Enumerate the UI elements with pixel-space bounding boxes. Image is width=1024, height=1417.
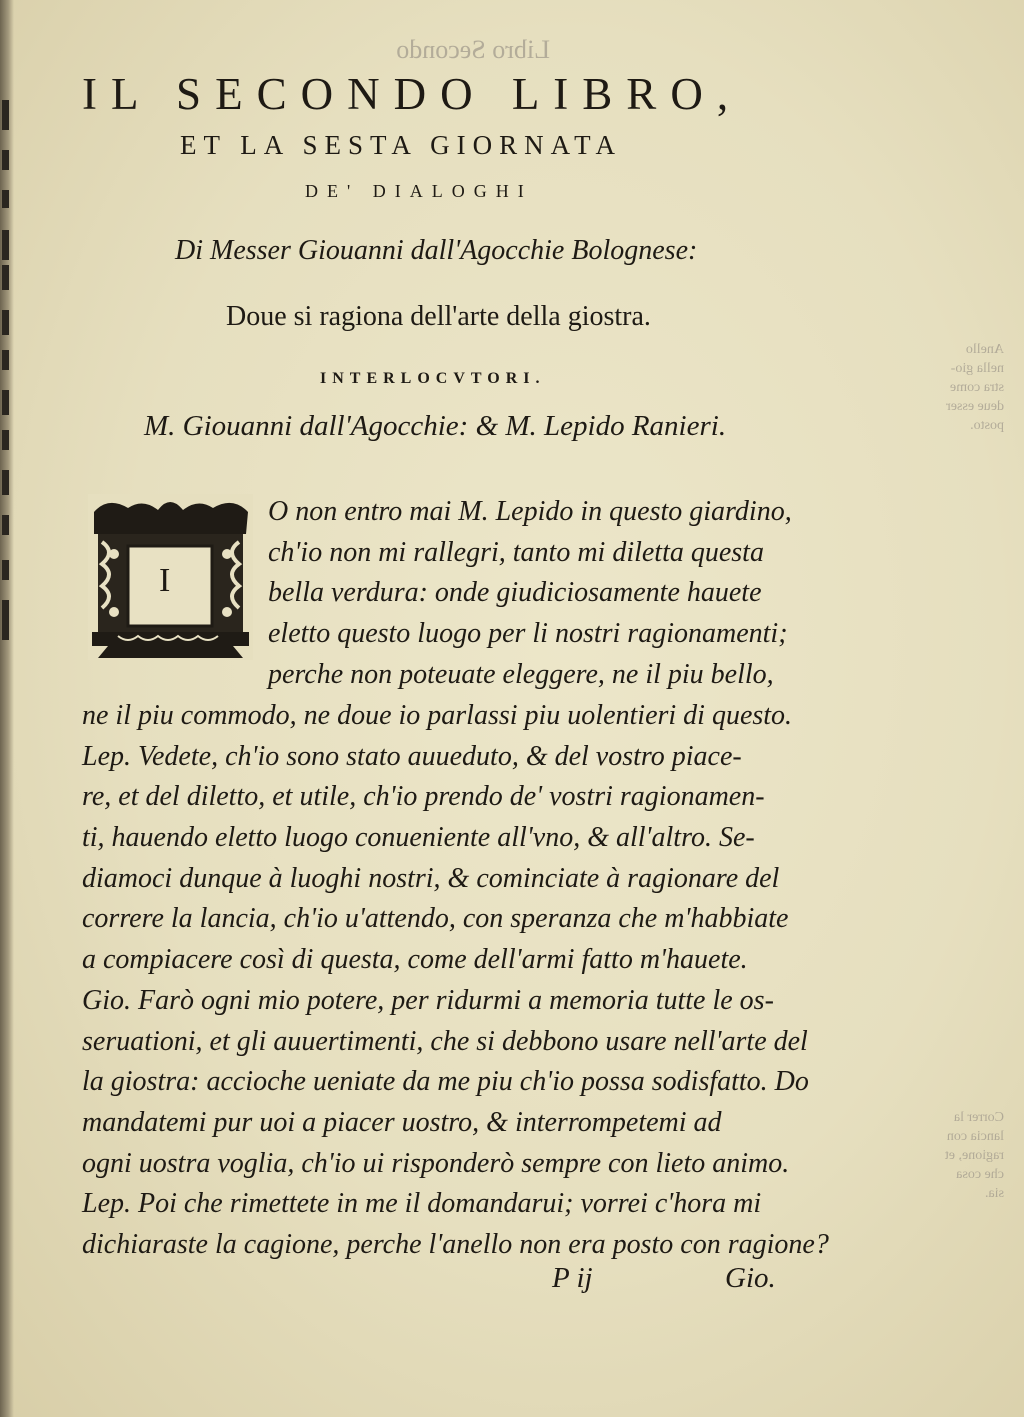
text-line: diamoci dunque à luoghi nostri, & cominciate à ragionare del bbox=[82, 862, 780, 894]
speakers-line: M. Giouanni dall'Agocchie: & M. Lepido Ranieri. bbox=[144, 410, 727, 442]
book-title: IL SECONDO LIBRO, bbox=[82, 69, 743, 119]
text-line: perche non poteuate eleggere, ne il piu bello, bbox=[268, 658, 774, 690]
bleed-through-top: Libro Secondo bbox=[396, 35, 550, 64]
text-line: dichiaraste la cagione, perche l'anello non era posto con ragione? bbox=[82, 1228, 829, 1260]
interlocutors-heading: INTERLOCVTORI. bbox=[320, 370, 546, 387]
text-line: ti, hauendo eletto luogo conueniente all'vno, & all'altro. Se- bbox=[82, 822, 755, 854]
text-block bbox=[82, 696, 829, 1266]
bleed-through-right-bottom: Correr la lancia con ragione, et che cosa sia. bbox=[944, 1110, 1004, 1201]
catchword: Gio. bbox=[725, 1262, 776, 1294]
text-line: mandatemi pur uoi a piacer uostro, & interrompetemi ad bbox=[82, 1106, 722, 1138]
text-line: eletto questo luogo per li nostri ragionamenti; bbox=[268, 618, 788, 650]
ornamental-initial-icon bbox=[88, 494, 253, 660]
text-line: la giostra: accioche ueniate da me piu ch'io possa sodisfatto. Do bbox=[82, 1066, 809, 1098]
book-subtitle-dialogues: DE' DIALOGHI bbox=[305, 181, 533, 201]
bleed-through-right-top: Anello nella gio- stra come deue esser posto. bbox=[946, 342, 1004, 433]
text-line: ogni uostra voglia, ch'io ui risponderò sempre con lieto animo. bbox=[82, 1147, 790, 1179]
text-line: ne il piu commodo, ne doue io parlassi piu uolentieri di questo. bbox=[82, 700, 793, 731]
text-line: a compiacere così di questa, come dell'armi fatto m'hauete. bbox=[82, 944, 748, 976]
text-line: Gio. Farò ogni mio potere, per ridurmi a memoria tutte le os- bbox=[82, 984, 774, 1016]
text-line: correre la lancia, ch'io u'attendo, con speranza che m'habbiate bbox=[82, 903, 789, 935]
text-line: seruationi, et gli auuertimenti, che si debbono usare nell'arte del bbox=[82, 1025, 808, 1057]
book-subtitle: ET LA SESTA GIORNATA bbox=[180, 130, 622, 160]
page-gutter bbox=[0, 0, 14, 1417]
text-line: bella verdura: onde giudiciosamente hauete bbox=[268, 577, 762, 609]
text-line: re, et del diletto, et utile, ch'io prendo de' vostri ragionamen- bbox=[82, 781, 765, 813]
author-line: Di Messer Giouanni dall'Agocchie Bolognese: bbox=[175, 235, 698, 266]
text-line: ch'io non mi rallegri, tanto mi diletta questa bbox=[268, 536, 764, 568]
initial-letter: I bbox=[159, 562, 171, 599]
text-line: O non entro mai M. Lepido in questo giardino, bbox=[268, 496, 792, 527]
text-line: Lep. Poi che rimettete in me il domandarui; vorrei c'hora mi bbox=[82, 1188, 762, 1220]
text-block-indented bbox=[268, 492, 792, 695]
signature-mark: P ij bbox=[552, 1262, 593, 1294]
topic-line: Doue si ragiona dell'arte della giostra. bbox=[226, 301, 651, 332]
text-line: Lep. Vedete, ch'io sono stato auueduto, & del vostro piace- bbox=[82, 740, 742, 772]
